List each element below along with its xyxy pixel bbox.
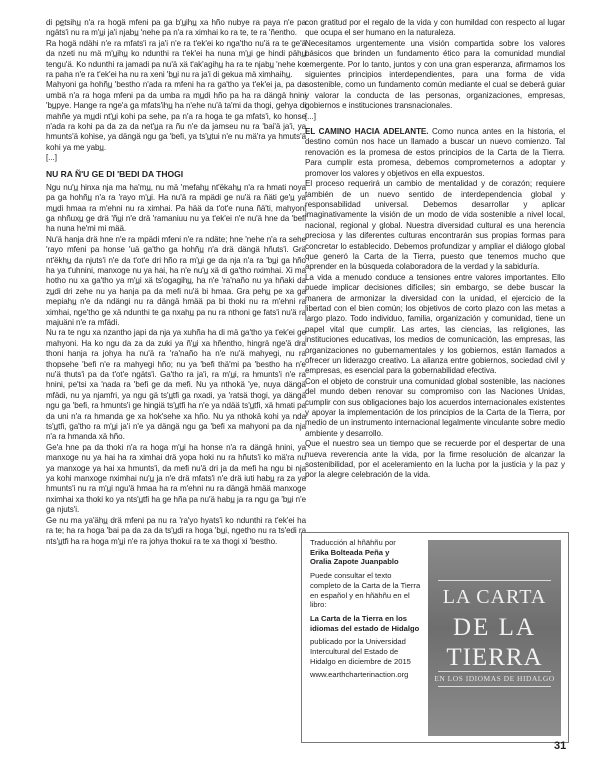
cover-title: DE LA xyxy=(453,614,536,641)
paragraph: Con el objeto de construir una comunidad global sostenible, las naciones del mundo deben renovar su compromiso con las Naciones Unidas, cumplir con sus obligaciones bajo los acuerdos internacionales existentes y apoyar la implementación de los principios de la Carta de la Tierra, por medio de un instrumento internacional legalmente vinculante sobre medio ambiente y desarrollo. xyxy=(305,376,565,438)
translator-names: Oralia Zapote Juanpablo xyxy=(310,557,399,567)
paragraph xyxy=(305,127,565,179)
paragraph-text: Como nunca antes en la historia, el destino común nos hace un llamado a buscar un nuevo comienzo. Tal renovación es la promesa de estos principios de la Carta de la Tierra. Para cumplir esta promesa, debemos comprometernos a adoptar y promover los valores y objetivos en ella expuestos. xyxy=(305,127,566,178)
info-box-text xyxy=(310,538,422,680)
section-heading: NU RA Ñ'U GE DI 'BEDI DA THOGI xyxy=(46,168,184,179)
paragraph: Nu'ä hanja drä hne n'e ra mpädi mfeni n'e ra ndäte; hne 'nehe n'a ra sehe 'rayo mfeni pa honse 'uä ga'tho ga hohñu̲ n'a drä dängä hñuts'i. Grä nt'ëkhu̲ da njuts'i n'e da t'ot'e dri hño ra m'u̲i ge da nja n'a ra 'bu̲i ga hño ha ya t'uhnini, manxoge nu ya hai, ha n'e nu'u̲ xä di ga'tho nximhai. Xi ma hotho nu xa ga'tho ya m'u̲i xä ts'ogagihu̲, ha n'e 'ra'naño nu ya hñaki da zu̲di dri zehe nu ya hanja pa da mefi nu'ä bi hmaa. Gra pehu̲ pe xa ga mepiahu̲ n'e da ndängi nu ra dängä hmää pa bi thoki nu ra m'ehni ra ximhai, nge'tho ge xä ndunthi te ga nxahu̲ pa nu ra nthoni ge fats'i nu'ä ra majuäni n'e ra mfädi. xyxy=(46,234,306,327)
book-cover-image xyxy=(428,540,561,736)
paragraph: El proceso requerirá un cambio de mentalidad y de corazón; requiere también de un nuevo sentido de interdependencia global y responsabilidad universal. Debemos desarrollar y aplicar imaginativamente la visión de un modo de vida sostenible a nivel local, nacional, regional y global. Nuestra diversidad cultural es una herencia preciosa y las diferentes culturas encontrarán sus propias formas para concretar lo establecido. Debemos profundizar y ampliar el diálogo global que generó la Carta de la Tierra, puesto que tenemos mucho que aprender en la búsqueda colaboradora de la verdad y la sabiduría. xyxy=(305,179,565,272)
paragraph: Que el nuestro sea un tiempo que se recuerde por el despertar de una nueva reverencia ante la vida, por la firme resolución de alcanzar la sostenibilidad, por el aceleramiento en la lucha por la justicia y la paz y por la alegre celebración de la vida. xyxy=(305,439,565,480)
paragraph: Ra hogä ndähi n'e ra mfats'i ra ja'i n'e ra t'ek'ei ko nga'tho nu'ä ra te ge'ä da nzeti nu mä m'u̲ihu̲ ko ndunthi ra t'ek'ei ha nuna m'u̲i ge hindi pähu̲ tengu'ä. Ko ndunthi ra jamadi pa nu'ä xä t'ak'agihu̲ ha ra te njabu̲ 'nehe ko ra paha n'e ra t'ek'ei ha nu ra xeni 'bu̲i nu ra ja'i di gekua mä ximhaihu̲. xyxy=(46,38,306,80)
page-number: 31 xyxy=(554,740,567,752)
info-note: Puede consultar el texto completo de la Carta de la Tierra en español y en hñähñu en el libro: xyxy=(310,571,421,610)
paragraph: Ge'a hne pa da thoki n'a ra hoga m'u̲i ha honse n'a ra dängä hnini, ya manxoge nu ya hai ha ra ximhai drä yopa hoki nu ra hñuts'i ko mä'ra nu ya manxoge ya hai xa hmunts'i, da mefi nu'ä dri ja da mefi ha ngu bi nja ya kohi manxoge nximhai nu'u̲ ja n'e drä mfats'i n'e drä iuti habu̲ ra za ya hmunts'i nu ra m'u̲i ngu'ä hmaa ha ra m'ehni nu ra dängä hmää manxoge nximhai xa thoki ko ya nts'u̲tfi ha ge hña pa nu'ä habu̲ ja ra ngu ga 'bu̲i n'e ga njuts'i. xyxy=(46,442,306,515)
info-box xyxy=(301,532,569,743)
paragraph: Mahyoni ga hohñu̲ 'bestho n'ada ra mfeni ha ra ga'tho ya t'ek'ei ja, pa da umbä n'a ra hoga mfeni pa da umba ra mu̲di hño pa ha ra dängä hnini 'bu̲pye. Hange ra nge'a ga mfats'ihu̲ ha n'ehe nu'ä ta'mi da thogi, gehya di mahñe ya mu̲di nt'u̲i kohi pa sehe, pa n'a ra hoga te ga mfats'i, ko honse n'ada ra kohi pa da za da net'u̲a ra ñu n'e da jamseu nu ra 'bai'ä ja'i, ya hmunts'ä kohise, ya dängä ngu ga 'befi, ya ts'u̲tui n'e nu mä'ra ya hmuts'ä kohi ya me yabu̲. xyxy=(46,80,306,152)
translator-names: Erika Bolteada Peña y xyxy=(310,547,390,557)
section-lead: EL CAMINO HACIA ADELANTE. xyxy=(305,127,429,137)
paragraph: Necesitamos urgentemente una visión compartida sobre los valores básicos que brinden un fundamento ético para la comunidad mundial emergente. Por lo tanto, juntos y con una gran esperanza, afirmamos los siguientes principios interdependientes, para una forma de vida sostenible, como un fundamento común mediante el cual se deberá guiar y valorar la conducta de las personas, organizaciones, empresas, gobiernos e instituciones transnacionales. xyxy=(305,38,565,111)
cover-title: TIERRA xyxy=(446,644,543,671)
ellipsis: [...] xyxy=(46,153,57,163)
left-column xyxy=(46,18,306,547)
paragraph: Ngu nu'u̲ hinxa nja ma ha'mu̲, nu mä 'mefahu̲ nt'ëkahu̲ n'a ra hmati noya pa ga hohñu̲ n'a ra 'rayo m'u̲i. Ha nu'ä ra mpädi ge nu'ä ra ñäti ge'u̲ ya mu̲di hmaa ra m'ehni nu ra ximhai. Pa hää da t'ot'e nuna ñä'ti, mahyoni ga nhñuxu̲ ge drä 'ñu̲i n'e drä 'ramaniuu nu ya t'ek'ei n'e nu'ä hne da 'befi ha nuna he'mi mi mää. xyxy=(46,182,306,234)
ellipsis: [...] xyxy=(305,111,316,121)
paragraph: Ge nu ma ya'ähu̲ drä mfeni pa nu ra 'ra'yo hyats'i ko ndunthi ra t'ek'ei ha ra te; ha ra hoga 'bai pa da za da ts'u̲di ra hoga 'bu̲i, ngetho nu ra ts'edi ra nts'u̲tfi ha ra hoga m'u̲i n'e ra johya thokui ra te xa thogi xi 'bestho. xyxy=(46,515,306,546)
paragraph: con gratitud por el regalo de la vida y con humildad con respecto al lugar que ocupa el ser humano en la naturaleza. xyxy=(305,18,565,38)
publication-note: publicado por la Universidad Intercultural del Estado de Hidalgo en diciembre de 2015 xyxy=(310,637,411,666)
paragraph: di pe̲tsihu̲ n'a ra hogä mfeni pa ga b'u̲ihu̲ xa hño nubye ra paya n'e pa ngäts'i nu ra m'u̲i ja'i njabu̲ 'nehe pa n'a ra ximhai ko ra te, te ra 'ñentho. xyxy=(46,18,306,38)
right-column xyxy=(305,18,565,481)
paragraph: Nu ra te ngu xa nzantho japi da nja ya xuhña ha di mä ga'tho ya t'ek'ei ge mahyoni. Ha ko ngu da za da zuki ya ñ'u̲i xa hñentho, hingrä nge'ä dra thoni hanja ra johya ha nu'ä ra 'ra'naño ha n'e nu'ä mahyegi, nu ra thopsehe 'befi n'e ra mahyegi hño; nu ya 'befi thä'mi pa 'bestho ha n'e nu'ä thuts'i pa da t'ot'e ngäts'i. Ga'tho ra ja'i, ra m'u̲i, ra hmunts'i n'e ra hnini, pe'tsi xa 'nada ra 'befi ge da mefi. Nu ya nthokä 'ye, nuya dängä mfädi, nu ya njamfri, ya ngu gä ts'u̲tfi ga nxadi, ya 'ratsä thogi, ya dängä ngu ga 'befi, ra hmunts'i ge hingiä ts'u̲tfi ha n'e ya ndää ts'u̲tfi, xä hmati pa da uni n'a ra hmanda ge xa hok'sehe xa hño. Nu ya nthokä kohi ya nda ts'u̲tfi, ga'tho ra m'u̲i ja'i n'e ya dängä ngu ga 'befi xa mahyoni pa da nja n'a ra hmanda xä hño. xyxy=(46,328,306,442)
cover-subtitle: EN LOS IDIOMAS DE HIDALGO xyxy=(434,674,555,683)
paragraph: La vida a menudo conduce a tensiones entre valores importantes. Ello puede implicar decisiones difíciles; sin embargo, se debe buscar la manera de armonizar la diversidad con la unidad, el ejercicio de la libertad con el bien común; los objetivos de corto plazo con las metas a largo plazo. Todo individuo, familia, organización y comunidad, tiene un papel vital que cumplir. Las artes, las ciencias, las religiones, las instituciones educativas, los medios de comunicación, las empresas, las organizaciones no gubernamentales y los gobiernos, están llamados a ofrecer un liderazgo creativo. La alianza entre gobiernos, sociedad civil y empresas, es esencial para la gobernabilidad efectiva. xyxy=(305,272,565,376)
website-link[interactable]: www.earthcharterinaction.org xyxy=(310,670,409,680)
book-title: La Carta de la Tierra en los idiomas del estado de Hidalgo xyxy=(310,613,420,633)
cover-title: LA CARTA xyxy=(442,586,547,608)
translation-credit: Traducción al hñähñu por xyxy=(310,538,396,547)
